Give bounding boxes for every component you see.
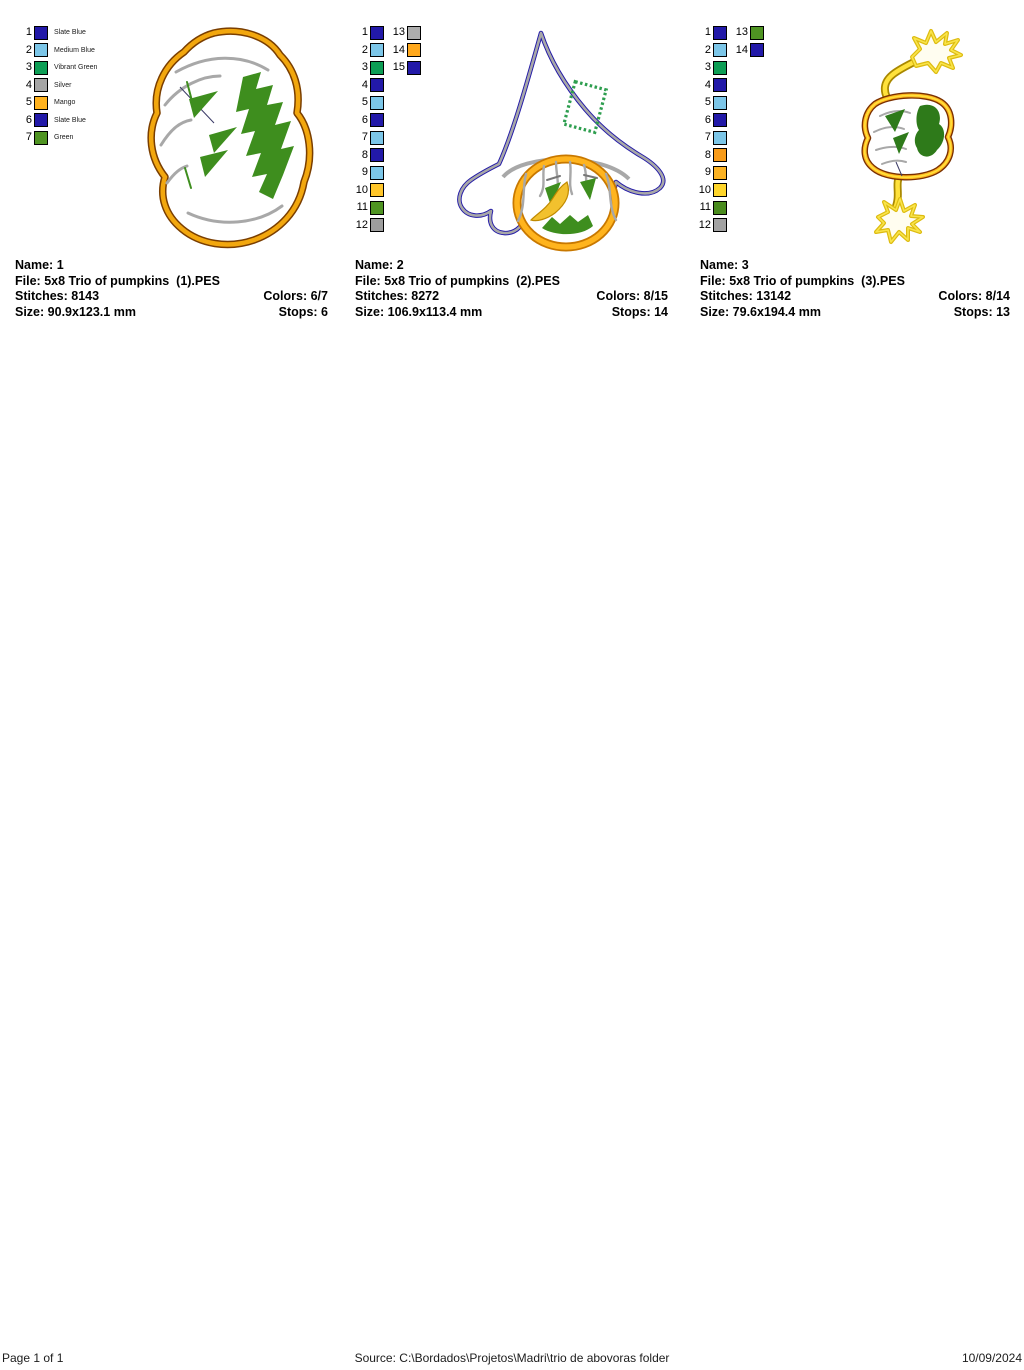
name-label: Name: (15, 258, 54, 272)
design-stitches-colors-line (700, 289, 1010, 305)
size-label: Size: (355, 304, 385, 319)
size-value: 90.9x123.1 mm (47, 304, 136, 319)
thread-number: 1 (361, 26, 368, 38)
thread-number: 2 (704, 43, 711, 56)
design-name-line (15, 258, 328, 274)
thread-color-swatch (370, 218, 384, 232)
design-size-stops-line (15, 305, 328, 321)
thread-number: 7 (25, 131, 32, 143)
palette-column (352, 24, 384, 234)
thread-color-swatch (370, 201, 384, 215)
palette-column (695, 24, 727, 234)
palette-row (695, 147, 727, 165)
thread-number: 5 (704, 96, 711, 108)
design-info-2 (355, 258, 668, 320)
thread-color-swatch (713, 43, 727, 57)
thread-number: 13 (392, 26, 405, 38)
thread-number: 12 (355, 218, 368, 231)
thread-number: 3 (25, 61, 32, 73)
file-value: 5x8 Trio of pumpkins (2).PES (384, 273, 560, 288)
name-value: 1 (56, 258, 64, 272)
thread-number: 6 (704, 113, 711, 126)
size-value: 106.9x113.4 mm (387, 304, 483, 319)
stops-label: Stops: (611, 304, 651, 319)
name-value: 2 (396, 258, 404, 272)
design-info-1 (15, 258, 328, 320)
file-value: 5x8 Trio of pumpkins (3).PES (729, 273, 905, 288)
palette-row (16, 94, 97, 112)
size-label: Size: (700, 304, 730, 319)
thread-number: 7 (704, 131, 711, 143)
design-name-line (355, 258, 668, 274)
palette-row (730, 24, 764, 42)
thread-number: 4 (361, 78, 368, 91)
footer-page-number: Page 1 of 1 (2, 1351, 64, 1365)
thread-color-swatch (713, 201, 727, 215)
palette-row (352, 164, 384, 182)
thread-color-swatch (713, 61, 727, 75)
thread-color-swatch (370, 113, 384, 127)
palette-row (695, 42, 727, 60)
stitches-value: 8143 (71, 289, 100, 304)
colors-label: Colors: (596, 289, 641, 304)
thread-number: 11 (699, 201, 711, 213)
thread-color-name: Medium Blue (54, 46, 95, 54)
name-value: 3 (741, 258, 749, 272)
size-value: 79.6x194.4 mm (732, 304, 821, 319)
palette-row (16, 77, 97, 95)
design-preview-2-witch-hat-pumpkin (443, 25, 683, 255)
thread-number: 3 (704, 61, 711, 73)
design-file-line (355, 274, 668, 290)
palette-column (730, 24, 764, 59)
thread-color-name: Silver (54, 81, 72, 89)
thread-color-name: Slate Blue (54, 29, 86, 37)
stops-value: 6 (321, 304, 328, 319)
palette-row (387, 24, 421, 42)
palette-row (352, 94, 384, 112)
thread-palette-3 (695, 24, 764, 234)
source-label: Source: (354, 1351, 396, 1365)
thread-color-swatch (370, 26, 384, 40)
stitches-label: Stitches: (15, 289, 68, 304)
witch-hat-pumpkin-art (443, 25, 683, 255)
stitches-label: Stitches: (700, 289, 753, 304)
thread-number: 10 (698, 183, 711, 196)
palette-row (695, 59, 727, 77)
palette-row (695, 129, 727, 147)
thread-color-swatch (407, 43, 421, 57)
colors-value: 8/15 (643, 289, 668, 304)
thread-number: 4 (25, 78, 32, 91)
thread-number: 9 (361, 166, 368, 178)
thread-color-swatch (713, 183, 727, 197)
colors-label: Colors: (263, 289, 308, 304)
thread-color-swatch (713, 26, 727, 40)
thread-number: 2 (25, 43, 32, 56)
design-name-line (700, 258, 1010, 274)
palette-row (352, 182, 384, 200)
thread-color-swatch (370, 78, 384, 92)
size-label: Size: (15, 304, 45, 319)
palette-row (387, 59, 421, 77)
colors-value: 6/7 (310, 289, 328, 304)
palette-row (16, 112, 97, 130)
thread-color-swatch (34, 43, 48, 57)
thread-color-swatch (370, 61, 384, 75)
thread-number: 1 (704, 26, 711, 38)
thread-color-swatch (713, 96, 727, 110)
thread-color-swatch (713, 131, 727, 145)
source-path: C:\Bordados\Projetos\Madri\trio de abovoras folder (399, 1351, 670, 1365)
palette-row (695, 112, 727, 130)
thread-number: 8 (361, 148, 368, 161)
design-size-stops-line (355, 305, 668, 321)
palette-row (16, 59, 97, 77)
palette-row (730, 42, 764, 60)
thread-color-swatch (750, 26, 764, 40)
palette-row (352, 129, 384, 147)
footer-date: 10/09/2024 (961, 1351, 1022, 1365)
thread-color-swatch (370, 131, 384, 145)
name-label: Name: (355, 258, 394, 272)
thread-number: 7 (361, 131, 368, 143)
thread-color-swatch (370, 43, 384, 57)
palette-row (695, 217, 727, 235)
palette-row (352, 77, 384, 95)
thread-color-swatch (34, 131, 48, 145)
stops-label: Stops: (953, 304, 993, 319)
palette-row (16, 42, 97, 60)
design-preview-3-twig-pumpkin (840, 25, 980, 250)
palette-row (352, 147, 384, 165)
thread-number: 15 (392, 61, 405, 73)
thread-color-name: Slate Blue (54, 116, 86, 124)
thread-color-swatch (407, 61, 421, 75)
thread-number: 13 (735, 26, 748, 38)
thread-number: 2 (361, 43, 368, 56)
thread-number: 14 (392, 43, 405, 56)
thread-color-swatch (370, 166, 384, 180)
thread-color-swatch (370, 148, 384, 162)
thread-color-swatch (34, 26, 48, 40)
design-preview-1-pumpkin-applique (122, 25, 322, 250)
palette-row (352, 59, 384, 77)
design-file-line (15, 274, 328, 290)
file-value: 5x8 Trio of pumpkins (1).PES (44, 273, 220, 288)
palette-row (695, 199, 727, 217)
palette-row (695, 77, 727, 95)
thread-color-swatch (713, 113, 727, 127)
thread-color-swatch (370, 183, 384, 197)
thread-number: 9 (704, 166, 711, 178)
palette-row (352, 199, 384, 217)
thread-color-swatch (713, 166, 727, 180)
palette-row (695, 164, 727, 182)
footer-source (0, 1351, 1024, 1365)
thread-number: 4 (704, 78, 711, 91)
palette-row (387, 42, 421, 60)
thread-number: 6 (361, 113, 368, 126)
thread-color-name: Green (54, 134, 74, 142)
stops-label: Stops: (278, 304, 318, 319)
design-stitches-colors-line (15, 289, 328, 305)
thread-color-swatch (713, 78, 727, 92)
name-label: Name: (700, 258, 739, 272)
stitches-label: Stitches: (355, 289, 408, 304)
design-file-line (700, 274, 1010, 290)
thread-number: 14 (735, 43, 748, 56)
stops-value: 14 (654, 304, 668, 319)
thread-number: 3 (361, 61, 368, 73)
thread-color-swatch (34, 96, 48, 110)
thread-color-swatch (713, 148, 727, 162)
twig-pumpkin-art (840, 25, 980, 250)
palette-row (695, 94, 727, 112)
thread-color-name: Vibrant Green (54, 64, 98, 72)
thread-palette-1 (16, 24, 97, 147)
thread-color-swatch (370, 96, 384, 110)
colors-value: 8/14 (985, 289, 1010, 304)
thread-number: 5 (25, 96, 32, 108)
design-stitches-colors-line (355, 289, 668, 305)
stitches-value: 13142 (756, 289, 792, 304)
palette-column (387, 24, 421, 77)
design-size-stops-line (700, 305, 1010, 321)
file-label: File: (700, 273, 726, 288)
thread-number: 6 (25, 113, 32, 126)
palette-row (695, 24, 727, 42)
stops-value: 13 (996, 304, 1010, 319)
file-label: File: (15, 273, 41, 288)
thread-number: 5 (361, 96, 368, 108)
thread-number: 12 (698, 218, 711, 231)
thread-palette-2 (352, 24, 421, 234)
palette-row (352, 217, 384, 235)
file-label: File: (355, 273, 381, 288)
palette-row (16, 129, 97, 147)
thread-color-swatch (750, 43, 764, 57)
design-info-3 (700, 258, 1010, 320)
thread-number: 10 (355, 183, 368, 196)
palette-row (16, 24, 97, 42)
thread-color-swatch (34, 113, 48, 127)
thread-number: 1 (25, 26, 32, 38)
thread-number: 8 (704, 148, 711, 161)
thread-color-swatch (713, 218, 727, 232)
thread-color-swatch (34, 78, 48, 92)
palette-column (16, 24, 97, 147)
thread-number: 11 (356, 201, 368, 213)
thread-color-swatch (407, 26, 421, 40)
thread-color-swatch (34, 61, 48, 75)
stitches-value: 8272 (411, 289, 440, 304)
thread-color-name: Mango (54, 99, 76, 107)
colors-label: Colors: (938, 289, 983, 304)
palette-row (695, 182, 727, 200)
palette-row (352, 42, 384, 60)
palette-row (352, 112, 384, 130)
pumpkin-applique-art (122, 25, 322, 250)
palette-row (352, 24, 384, 42)
